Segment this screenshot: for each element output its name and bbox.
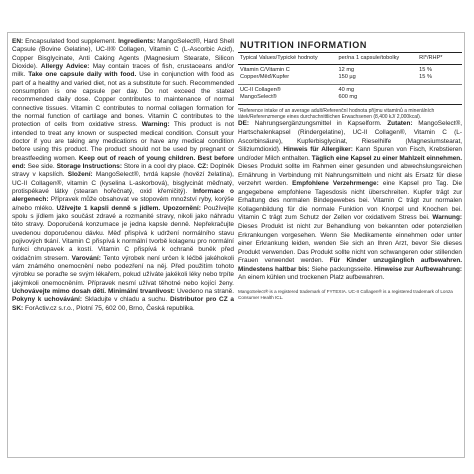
text-run: Store in a cool dry place.: [123, 162, 198, 170]
text-run: Siehe packungsseite.: [311, 265, 375, 273]
nutrient-name: MangoSelect®: [240, 94, 277, 100]
nutrient-amount: 40 mg: [338, 87, 355, 93]
text-run: eine Kapsel pro Tag. Die angegebene empfohlene Tagesdosis nicht überschreiten. Kupfer trägt zur Erhaltung des normalen Bindegewebes bei. Vitamin C trägt zur normalen Kollagenbildung für die normale Funktion von Knorpel und Knochen bei. Vitamin C trägt zum Schutz der Zellen vor oxidativem Stress bei.: [238, 180, 462, 222]
text-run: Dieses Produkt ist nicht zur Behandlung von bekannten oder potenziellen Erkrankungen vorgesehen. Wenn Sie Medikamente einnehmen oder unter einer Erkrankung leiden, wenden Sie sich an Ihren Arzt, bevor Sie dieses Produkt verwenden. Das Produkt sollte nicht von schwangeren oder stillenden Frauen verwendet werden.: [238, 222, 462, 265]
nutrient-amount: 12 mg: [338, 67, 355, 73]
bold-text-run: Ingredients:: [118, 38, 158, 45]
nutrient-ri: 15 %: [419, 67, 432, 73]
text-run: Dieses Produkt sollte im Rahmen einer gesunden und abwechslungsreichen Ernährung in Verbindung mit Nahrungsmitteln und nicht als Ersatz für diese verzehrt werden.: [238, 163, 462, 188]
text-run: This product is not intended to treat any known or suspected medical condition. Consult your doctor if you are taking any medications or have any medical condition before using this product. The product should not be used by pregnant or breastfeeding women.: [12, 121, 234, 162]
nutrient-name: Copper/Měď/Kupfer: [240, 74, 290, 80]
nutrient-amount: 600 mg: [338, 94, 358, 100]
bold-text-run: Warnung:: [432, 214, 462, 222]
nutrition-footnote: *Reference intake of an average adult/Referenční hodnota příjmu vitamínů a minerálních látek/Referenzmenge eines durchschnittlichen Erwachsenen (8,400 kJ/ 2,000kcal).: [238, 108, 435, 121]
bold-text-run: Složení:: [67, 171, 96, 179]
nutrient-name: UC-II Collagen®: [240, 87, 281, 93]
en-cz-label-text: [12, 38, 234, 452]
nutrient-amount-cell: [337, 85, 418, 105]
text-run: Uvedeno na straně.: [176, 287, 234, 295]
bold-text-run: Uchovávejte mimo dosah dětí. Minimální trvanlivost:: [12, 287, 177, 295]
text-run: MangoSelect®, Hard Shell Capsule (Bovine Gelatine), UC-II® Collagen, Vitamin C (L-Ascorbic Acid), Copper Bisglycinate, Anti Caking Agents (Magnesium Stearate, Silicon Dioxide).: [12, 38, 234, 70]
nutrition-header-ri: RI*/RHP*: [417, 53, 462, 65]
bold-text-run: DE:: [238, 120, 255, 128]
text-run: MangoSelect®, tvrdá kapsle (hovězí želatina), UC-II Collagen®, vitamin C (kyselina L-askorbová), bisglycinát měďnatý, protispékavé látky (stearan hořečnatý, oxid křemičitý).: [12, 171, 234, 195]
text-run: Přípravek může obsahovat ve stopovém množství ryby, korýše a/nebo mléko.: [12, 196, 234, 212]
en-cz-paragraph: [12, 38, 234, 313]
text-run: ForActiv.cz s.r.o., Plotní 75, 602 00, Brno, Česká republika.: [25, 304, 195, 312]
nutrient-name: Vitamin C/Vitamin C: [240, 67, 290, 73]
bold-text-run: Užívejte 1 kapsli denně s jídlem.: [56, 204, 163, 212]
text-run: See side.: [27, 162, 57, 170]
text-run: An einem kühlen und trockenen Platz aufbewahren.: [238, 274, 385, 282]
bold-text-run: Hinweise zur Aufbewahrung:: [374, 265, 463, 273]
bold-text-run: Pokyny k uchovávání:: [12, 296, 85, 304]
bold-text-run: Upozornění:: [162, 204, 204, 212]
nutrient-name-cell: [238, 85, 337, 105]
text-run: Používejte spolu s jídlem jako součást zdravé a rozmanité stravy, nikoli jako náhradu této stravy. Doporučená konzumace je jedna kapsle denně. Nepřekračujte uvedenou doporučenou dávku. Měď přispívá k udržení normálního stavu pojivových tkání. Vitamin C přispívá k normální tvorbě kolagenu pro normální funkci chrupavek a kostí. Vitamin C přispívá k ochraně buněk před oxidačním stresem.: [12, 204, 234, 262]
bold-text-run: Distributor pro CZ a SK:: [12, 296, 234, 312]
text-run: May contain traces of fish, crustaceans and/or milk.: [12, 62, 234, 79]
nutrient-amount: 150 µg: [338, 74, 356, 80]
text-run: Tento výrobek není určen k léčbě jakéhokoli vám známého onemocnění nebo podezření na něj. Před použitím tohoto výrobku se poraďte se svým lékařem, pokud užíváte jakékoli léky nebo trpíte jakýmkoli onemocněním. Přípravek nesmí užívat těhotné nebo kojící ženy.: [12, 254, 234, 287]
bold-text-run: EN:: [12, 38, 26, 45]
nutrient-amount-cell: [337, 65, 418, 85]
nutrition-title: NUTRITION INFORMATION: [238, 38, 462, 53]
bold-text-run: Allergy Advice:: [40, 62, 93, 70]
nutrient-ri-cell: [417, 65, 462, 85]
trademark-note: MangoSelect® is a registered trademark of FYTEXIA. UC-II Collagen® is a registered trademark of Lonza Consumer Health ICL.: [238, 288, 453, 300]
nutrition-row: [238, 85, 462, 105]
text-run: Encapsulated food supplement.: [25, 38, 119, 45]
text-run: Use in conjunction with food as part of a healthy and varied diet, not as a substitute for such. Recommended consumption is one capsule per day. Do not exceed the stated recommended daily dose. Copper contributes to maintenance of normal connective tissues. Vitamin C contributes to normal collagen formation for the normal function of cartilage and bones. Vitamin C contributes to the protection of cells from oxidative stress.: [12, 71, 234, 129]
nutrition-header-per-capsule: per/na 1 capsule/tobolky: [337, 53, 418, 65]
bold-text-run: Take one capsule daily with food.: [28, 71, 140, 79]
text-run: Kann Spuren von Fisch, Krebstieren und/oder Milch enthalten.: [238, 146, 462, 162]
bold-text-run: Storage Instructions:: [56, 162, 124, 170]
right-column: [238, 38, 462, 452]
nutrition-header-values: Typical Values/Typické hodnoty: [238, 53, 337, 65]
bold-text-run: Empfohlene Verzehrmenge:: [292, 180, 383, 188]
text-run: Nahrungsergänzungsmittel in Kapselform.: [254, 120, 388, 128]
nutrition-header-row: [238, 53, 462, 65]
bold-text-run: CZ:: [197, 162, 211, 170]
bold-text-run: Hinweis für Allergiker:: [283, 146, 356, 154]
de-paragraph: [238, 120, 462, 282]
bold-text-run: Zutaten:: [387, 120, 419, 128]
text-run: MangoSelect®, Hartschalenkapsel (Rindergelatine), UC-II Collagen®, Vitamin C (L-Ascorbinsäure), Kupferbisglycinat, Rieselhilfe (Magnesiumstearat, Siliziumdioxid).: [238, 120, 462, 154]
nutrient-ri-cell: [417, 85, 462, 105]
bold-text-run: Varování:: [71, 254, 104, 262]
bold-text-run: Keep out of reach of young children. Best before end:: [12, 154, 234, 170]
nutrient-ri: 15 %: [419, 74, 432, 80]
nutrition-table: [238, 53, 462, 105]
text-run: Doplněk stravy v kapslích.: [12, 162, 234, 179]
bold-text-run: Für Kinder unzugänglich aufbewahren. Mindestens haltbar bis:: [238, 257, 462, 273]
bold-text-run: Warning:: [141, 121, 174, 129]
text-run: Skladujte v chladu a suchu.: [84, 296, 170, 304]
nutrient-name-cell: [238, 65, 337, 85]
nutrition-row: [238, 65, 462, 85]
bold-text-run: Informace o alergenech:: [12, 187, 234, 204]
bold-text-run: Täglich eine Kapsel zu einer Mahlzeit einnehmen.: [311, 154, 462, 162]
